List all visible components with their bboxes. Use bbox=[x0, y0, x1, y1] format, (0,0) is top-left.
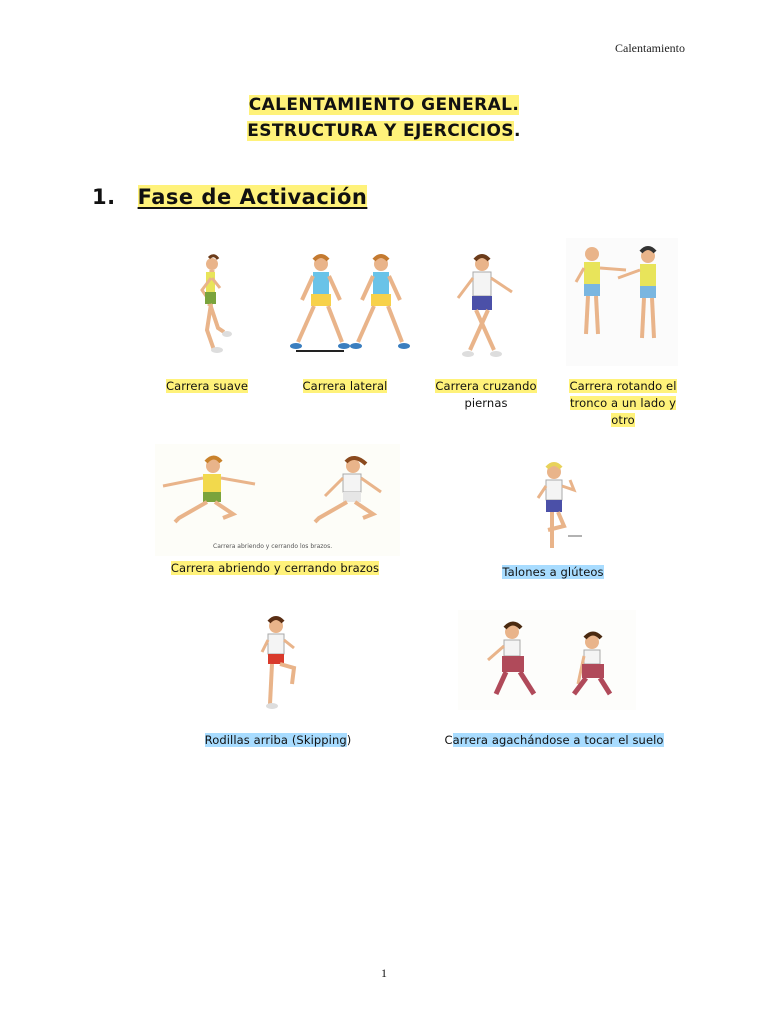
caption-carrera-suave: Carrera suave bbox=[165, 379, 249, 393]
figure-carrera-suave bbox=[162, 250, 252, 360]
section-heading bbox=[92, 185, 367, 209]
caption-carrera-lateral: Carrera lateral bbox=[302, 379, 388, 393]
running-header: Calentamiento bbox=[615, 41, 685, 55]
caption-carrera-brazos: Carrera abriendo y cerrando brazos bbox=[170, 561, 380, 575]
figure-carrera-lateral bbox=[286, 250, 416, 355]
caption-carrera-rotando: Carrera rotando el tronco a un lado y otro bbox=[569, 379, 677, 427]
caption-talones-gluteos: Talones a glúteos bbox=[502, 565, 604, 579]
figure-talones-gluteos bbox=[524, 460, 594, 560]
figure-carrera-agachandose bbox=[458, 610, 636, 710]
caption-carrera-cruzando: Carrera cruzando piernas bbox=[435, 379, 537, 410]
caption-carrera-agachandose: Carrera agachándose a tocar el suelo bbox=[444, 733, 664, 747]
title-line-2-period: . bbox=[513, 121, 521, 141]
title-line-2: ESTRUCTURA Y EJERCICIOS bbox=[247, 121, 514, 141]
title-line-1: CALENTAMIENTO GENERAL. bbox=[248, 95, 520, 115]
section-number: 1. bbox=[92, 185, 116, 209]
caption-skipping: Rodillas arriba (Skipping) bbox=[204, 733, 352, 747]
document-title bbox=[0, 92, 768, 144]
figure-label-brazos: Carrera abriendo y cerrando los brazos. bbox=[213, 543, 333, 550]
figure-carrera-brazos bbox=[155, 444, 400, 556]
section-title: Fase de Activación bbox=[137, 185, 368, 209]
page-number: 1 bbox=[381, 966, 387, 980]
figure-skipping bbox=[236, 612, 320, 714]
figure-carrera-cruzando bbox=[440, 250, 530, 362]
figure-carrera-rotando bbox=[566, 238, 678, 366]
